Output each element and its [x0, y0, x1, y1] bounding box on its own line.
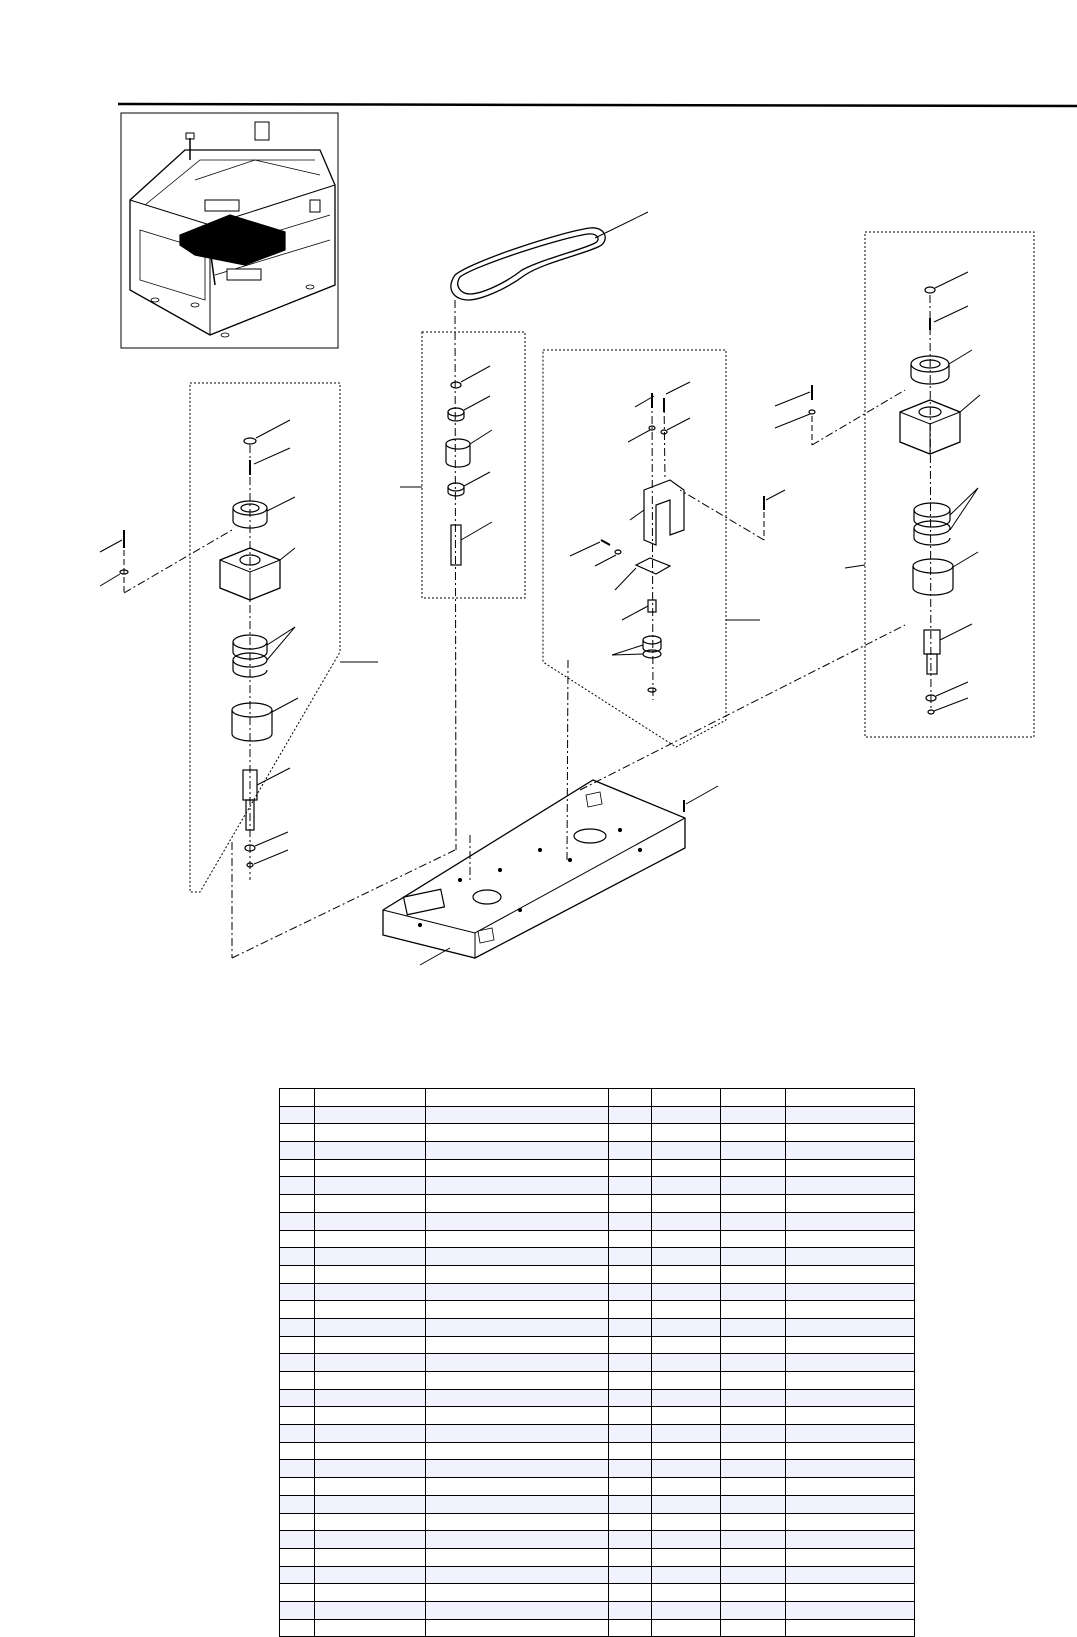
table-cell — [315, 1513, 426, 1531]
table-cell — [721, 1336, 786, 1354]
table-cell — [280, 1318, 315, 1336]
table-row — [280, 1531, 915, 1549]
table-cell — [280, 1513, 315, 1531]
table-cell — [721, 1601, 786, 1619]
table-row — [280, 1089, 915, 1107]
table-cell — [280, 1566, 315, 1584]
table-cell — [652, 1106, 721, 1124]
center-idler-assembly — [400, 300, 525, 850]
table-row — [280, 1478, 915, 1496]
table-cell — [426, 1389, 609, 1407]
table-cell — [315, 1548, 426, 1566]
table-cell — [652, 1301, 721, 1319]
table-cell — [721, 1195, 786, 1213]
table-cell — [609, 1566, 652, 1584]
table-cell — [721, 1513, 786, 1531]
parts-list-table — [279, 1088, 915, 1637]
table-cell — [721, 1407, 786, 1425]
table-cell — [786, 1460, 915, 1478]
table-cell — [786, 1283, 915, 1301]
table-cell — [426, 1336, 609, 1354]
table-cell — [609, 1442, 652, 1460]
table-cell — [426, 1619, 609, 1637]
table-cell — [280, 1283, 315, 1301]
table-cell — [280, 1336, 315, 1354]
table-cell — [652, 1159, 721, 1177]
table-cell — [652, 1584, 721, 1602]
table-cell — [315, 1301, 426, 1319]
table-cell — [786, 1478, 915, 1496]
table-cell — [280, 1601, 315, 1619]
table-row — [280, 1407, 915, 1425]
table-cell — [609, 1248, 652, 1266]
table-cell — [609, 1495, 652, 1513]
table-cell — [315, 1248, 426, 1266]
table-cell — [280, 1425, 315, 1443]
machine-location-thumbnail — [121, 113, 338, 348]
table-cell — [609, 1089, 652, 1107]
table-cell — [315, 1619, 426, 1637]
table-cell — [721, 1106, 786, 1124]
table-cell — [652, 1425, 721, 1443]
table-cell — [609, 1619, 652, 1637]
table-row — [280, 1124, 915, 1142]
table-cell — [721, 1159, 786, 1177]
table-cell — [315, 1460, 426, 1478]
table-row — [280, 1584, 915, 1602]
table-cell — [721, 1372, 786, 1390]
table-cell — [721, 1584, 786, 1602]
table-cell — [786, 1318, 915, 1336]
table-cell — [609, 1389, 652, 1407]
table-cell — [786, 1106, 915, 1124]
table-cell — [609, 1195, 652, 1213]
table-cell — [315, 1089, 426, 1107]
table-cell — [315, 1177, 426, 1195]
table-cell — [652, 1460, 721, 1478]
table-cell — [786, 1566, 915, 1584]
table-cell — [315, 1265, 426, 1283]
table-cell — [652, 1212, 721, 1230]
table-cell — [721, 1265, 786, 1283]
table-cell — [280, 1265, 315, 1283]
table-cell — [426, 1195, 609, 1213]
base-plate — [232, 625, 905, 965]
table-cell — [315, 1336, 426, 1354]
table-cell — [721, 1283, 786, 1301]
table-cell — [426, 1531, 609, 1549]
table-cell — [786, 1495, 915, 1513]
table-cell — [721, 1089, 786, 1107]
table-cell — [609, 1265, 652, 1283]
table-cell — [280, 1212, 315, 1230]
table-cell — [721, 1354, 786, 1372]
table-cell — [721, 1566, 786, 1584]
table-cell — [280, 1142, 315, 1160]
table-cell — [426, 1407, 609, 1425]
table-cell — [609, 1425, 652, 1443]
table-cell — [786, 1142, 915, 1160]
table-cell — [609, 1584, 652, 1602]
table-row — [280, 1425, 915, 1443]
drive-belt — [451, 212, 648, 300]
highlight-area — [180, 215, 285, 265]
table-cell — [426, 1372, 609, 1390]
table-cell — [315, 1230, 426, 1248]
table-cell — [609, 1548, 652, 1566]
table-row — [280, 1248, 915, 1266]
table-cell — [280, 1195, 315, 1213]
table-cell — [721, 1425, 786, 1443]
table-cell — [280, 1177, 315, 1195]
table-cell — [786, 1212, 915, 1230]
table-cell — [786, 1336, 915, 1354]
table-cell — [315, 1372, 426, 1390]
table-cell — [652, 1124, 721, 1142]
table-row — [280, 1142, 915, 1160]
table-cell — [315, 1142, 426, 1160]
table-cell — [652, 1089, 721, 1107]
table-cell — [609, 1601, 652, 1619]
table-cell — [721, 1389, 786, 1407]
table-cell — [426, 1142, 609, 1160]
table-row — [280, 1354, 915, 1372]
table-cell — [315, 1318, 426, 1336]
table-cell — [786, 1601, 915, 1619]
table-cell — [786, 1389, 915, 1407]
table-cell — [609, 1336, 652, 1354]
table-cell — [652, 1531, 721, 1549]
table-cell — [652, 1601, 721, 1619]
table-cell — [786, 1248, 915, 1266]
table-cell — [652, 1495, 721, 1513]
table-cell — [426, 1283, 609, 1301]
table-cell — [426, 1318, 609, 1336]
table-cell — [652, 1372, 721, 1390]
table-cell — [721, 1124, 786, 1142]
table-row — [280, 1159, 915, 1177]
table-cell — [786, 1195, 915, 1213]
table-cell — [280, 1478, 315, 1496]
table-cell — [609, 1460, 652, 1478]
table-cell — [721, 1301, 786, 1319]
table-cell — [786, 1124, 915, 1142]
table-cell — [315, 1354, 426, 1372]
table-cell — [315, 1389, 426, 1407]
table-cell — [426, 1177, 609, 1195]
table-cell — [721, 1442, 786, 1460]
table-cell — [786, 1584, 915, 1602]
table-row — [280, 1177, 915, 1195]
table-row — [280, 1372, 915, 1390]
table-cell — [315, 1407, 426, 1425]
table-cell — [315, 1124, 426, 1142]
table-cell — [315, 1566, 426, 1584]
table-cell — [721, 1142, 786, 1160]
table-cell — [786, 1230, 915, 1248]
table-cell — [652, 1248, 721, 1266]
table-row — [280, 1619, 915, 1637]
table-cell — [426, 1478, 609, 1496]
table-cell — [426, 1566, 609, 1584]
table-cell — [609, 1354, 652, 1372]
table-row — [280, 1601, 915, 1619]
table-cell — [652, 1566, 721, 1584]
table-cell — [426, 1265, 609, 1283]
table-cell — [426, 1106, 609, 1124]
table-cell — [652, 1442, 721, 1460]
table-row — [280, 1301, 915, 1319]
table-cell — [652, 1354, 721, 1372]
table-cell — [426, 1425, 609, 1443]
table-cell — [426, 1248, 609, 1266]
table-cell — [786, 1425, 915, 1443]
table-row — [280, 1548, 915, 1566]
table-cell — [786, 1089, 915, 1107]
table-cell — [280, 1372, 315, 1390]
table-cell — [786, 1372, 915, 1390]
table-cell — [609, 1372, 652, 1390]
table-cell — [609, 1513, 652, 1531]
table-cell — [426, 1212, 609, 1230]
table-cell — [315, 1283, 426, 1301]
table-cell — [426, 1354, 609, 1372]
table-cell — [315, 1106, 426, 1124]
table-cell — [280, 1495, 315, 1513]
table-cell — [609, 1531, 652, 1549]
table-cell — [426, 1548, 609, 1566]
right-pulley-assembly — [845, 232, 1034, 737]
table-cell — [786, 1354, 915, 1372]
table-row — [280, 1283, 915, 1301]
table-cell — [609, 1230, 652, 1248]
table-cell — [280, 1230, 315, 1248]
table-cell — [609, 1142, 652, 1160]
table-cell — [280, 1584, 315, 1602]
table-cell — [652, 1265, 721, 1283]
table-cell — [280, 1354, 315, 1372]
table-cell — [721, 1478, 786, 1496]
table-cell — [609, 1124, 652, 1142]
table-row — [280, 1460, 915, 1478]
table-row — [280, 1566, 915, 1584]
table-cell — [609, 1283, 652, 1301]
table-row — [280, 1389, 915, 1407]
table-cell — [315, 1584, 426, 1602]
table-row — [280, 1336, 915, 1354]
table-cell — [721, 1619, 786, 1637]
table-cell — [786, 1442, 915, 1460]
table-cell — [786, 1301, 915, 1319]
table-cell — [280, 1442, 315, 1460]
table-cell — [426, 1460, 609, 1478]
table-cell — [426, 1230, 609, 1248]
table-cell — [280, 1531, 315, 1549]
table-cell — [315, 1425, 426, 1443]
table-cell — [721, 1548, 786, 1566]
table-cell — [786, 1177, 915, 1195]
table-cell — [280, 1460, 315, 1478]
table-cell — [280, 1089, 315, 1107]
table-cell — [315, 1195, 426, 1213]
table-cell — [652, 1195, 721, 1213]
table-cell — [280, 1124, 315, 1142]
table-cell — [609, 1301, 652, 1319]
table-row — [280, 1212, 915, 1230]
table-cell — [609, 1478, 652, 1496]
table-cell — [786, 1265, 915, 1283]
table-cell — [280, 1159, 315, 1177]
table-cell — [280, 1248, 315, 1266]
table-row — [280, 1106, 915, 1124]
table-cell — [609, 1318, 652, 1336]
table-cell — [315, 1478, 426, 1496]
table-cell — [786, 1407, 915, 1425]
table-cell — [721, 1460, 786, 1478]
table-cell — [426, 1584, 609, 1602]
table-cell — [315, 1495, 426, 1513]
table-row — [280, 1442, 915, 1460]
table-cell — [652, 1619, 721, 1637]
table-row — [280, 1265, 915, 1283]
table-cell — [280, 1389, 315, 1407]
table-cell — [652, 1389, 721, 1407]
table-row — [280, 1318, 915, 1336]
table-cell — [315, 1159, 426, 1177]
table-cell — [609, 1407, 652, 1425]
table-cell — [280, 1106, 315, 1124]
table-cell — [426, 1513, 609, 1531]
table-cell — [721, 1230, 786, 1248]
table-cell — [721, 1495, 786, 1513]
table-cell — [609, 1106, 652, 1124]
table-cell — [652, 1407, 721, 1425]
table-cell — [426, 1495, 609, 1513]
table-cell — [652, 1318, 721, 1336]
table-cell — [721, 1248, 786, 1266]
table-cell — [315, 1601, 426, 1619]
table-row — [280, 1495, 915, 1513]
table-cell — [652, 1283, 721, 1301]
table-cell — [652, 1548, 721, 1566]
table-row — [280, 1513, 915, 1531]
table-cell — [609, 1177, 652, 1195]
table-cell — [786, 1159, 915, 1177]
table-cell — [652, 1142, 721, 1160]
table-cell — [426, 1124, 609, 1142]
table-cell — [280, 1548, 315, 1566]
table-cell — [426, 1601, 609, 1619]
table-cell — [609, 1212, 652, 1230]
table-cell — [315, 1531, 426, 1549]
table-cell — [721, 1177, 786, 1195]
table-cell — [280, 1301, 315, 1319]
table-cell — [721, 1318, 786, 1336]
table-row — [280, 1195, 915, 1213]
table-cell — [786, 1531, 915, 1549]
table-cell — [652, 1478, 721, 1496]
table-cell — [426, 1089, 609, 1107]
table-cell — [426, 1159, 609, 1177]
table-cell — [280, 1619, 315, 1637]
table-cell — [315, 1212, 426, 1230]
table-cell — [426, 1301, 609, 1319]
table-cell — [652, 1230, 721, 1248]
table-cell — [652, 1336, 721, 1354]
table-cell — [786, 1513, 915, 1531]
left-pulley-assembly — [100, 383, 378, 892]
table-cell — [315, 1442, 426, 1460]
table-cell — [652, 1513, 721, 1531]
tensioner-bracket-assembly — [543, 350, 905, 747]
table-row — [280, 1230, 915, 1248]
table-cell — [652, 1177, 721, 1195]
table-cell — [721, 1531, 786, 1549]
table-cell — [280, 1407, 315, 1425]
top-rule — [118, 104, 1077, 106]
table-cell — [426, 1442, 609, 1460]
table-cell — [609, 1159, 652, 1177]
table-cell — [786, 1619, 915, 1637]
table-cell — [721, 1212, 786, 1230]
table-cell — [786, 1548, 915, 1566]
